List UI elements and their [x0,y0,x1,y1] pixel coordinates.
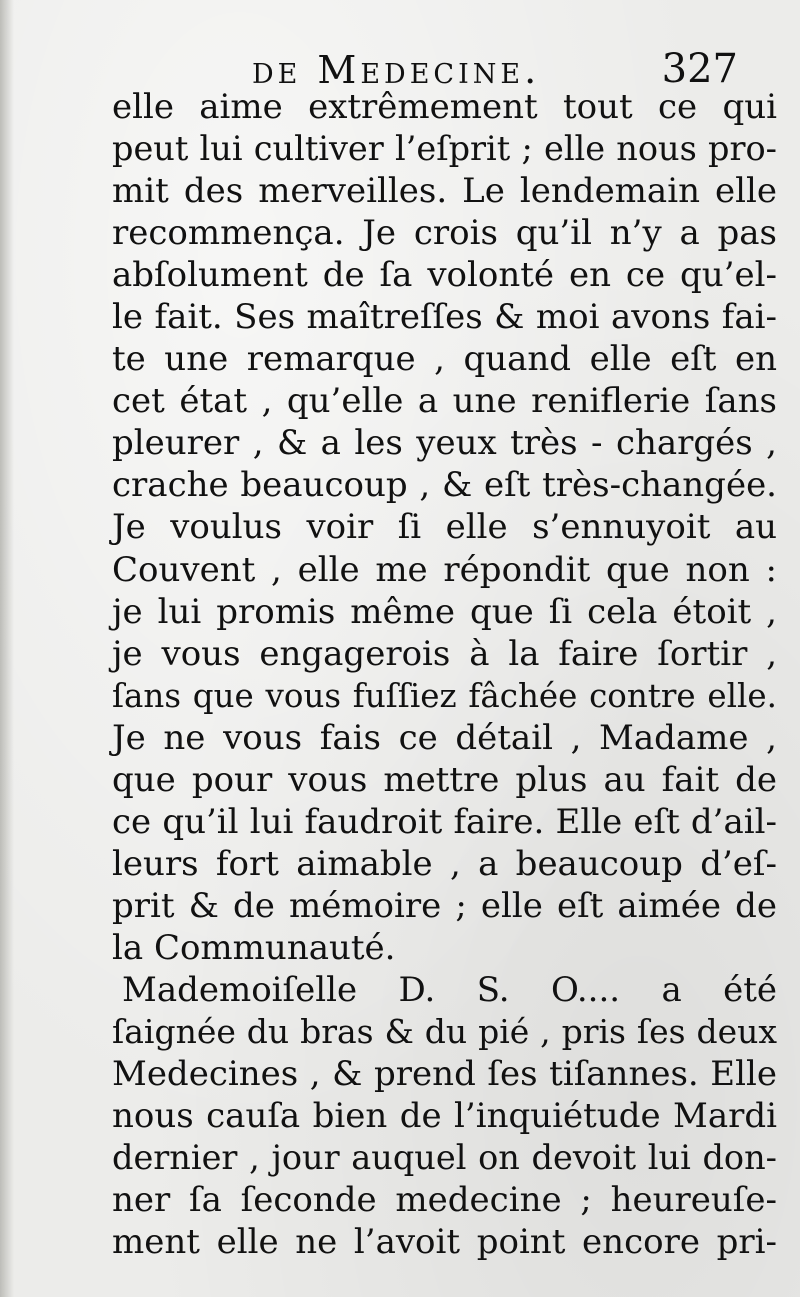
running-head: de Medecine. [252,48,541,92]
text-line: dernier , jour auquel on devoit lui don- [112,1138,777,1178]
page-number: 327 [661,46,738,92]
text-line: leurs fort aimable , a beaucoup d’eſ- [112,843,777,884]
text-line: Je voulus voir ſi elle s’ennuyoit au [112,507,777,548]
text-line: elle aime extrêmement tout ce qui [112,87,777,127]
text-line: Couvent , elle me répondit que non : [112,549,777,590]
text-line: ſaignée du bras & du pié , pris ſes deux [112,1012,777,1052]
body-text [112,86,777,1263]
page-gutter-shadow [0,0,14,1297]
text-line: prit & de mémoire ; elle eſt aimée de [112,885,777,926]
text-line: le fait. Ses maîtreſſes & moi avons fai- [112,297,777,338]
text-line: ment elle ne l’avoit point encore pri- [112,1222,777,1263]
text-line: que pour vous mettre plus au fait de [112,759,777,800]
text-line: te une remarque , quand elle eſt en [112,339,777,380]
text-line: je lui promis même que ſi cela étoit , [112,591,777,632]
text-line: crache beaucoup , & eſt très-changée. [112,465,777,506]
text-line: je vous engagerois à la faire ſortir , [112,633,777,674]
text-line: ce qu’il lui faudroit faire. Elle eſt d’ail- [112,801,777,842]
text-line: recommença. Je crois qu’il n’y a pas [112,213,777,254]
text-line: Medecines , & prend ſes tiſannes. Elle [112,1054,777,1095]
text-line: peut lui cultiver l’eſprit ; elle nous pro- [112,129,777,169]
text-line: ner ſa ſeconde medecine ; heureuſe- [112,1180,777,1221]
text-line: mit des merveilles. Le lendemain elle [112,171,777,212]
text-line: cet état , qu’elle a une reniflerie ſans [112,381,777,422]
text-line: Je ne vous fais ce détail , Madame , [112,717,777,758]
text-line: pleurer , & a les yeux très - chargés , [112,423,777,464]
paragraph-last-line: la Communauté. [112,927,396,968]
text-line: ſans que vous fuſſiez fâchée contre elle. [112,676,777,715]
paragraph-first-line: Mademoiſelle D. S. O.... a été [122,969,777,1010]
text-line: abſolument de ſa volonté en ce qu’el- [112,255,777,296]
text-line: nous cauſa bien de l’inquiétude Mardi [112,1096,777,1137]
